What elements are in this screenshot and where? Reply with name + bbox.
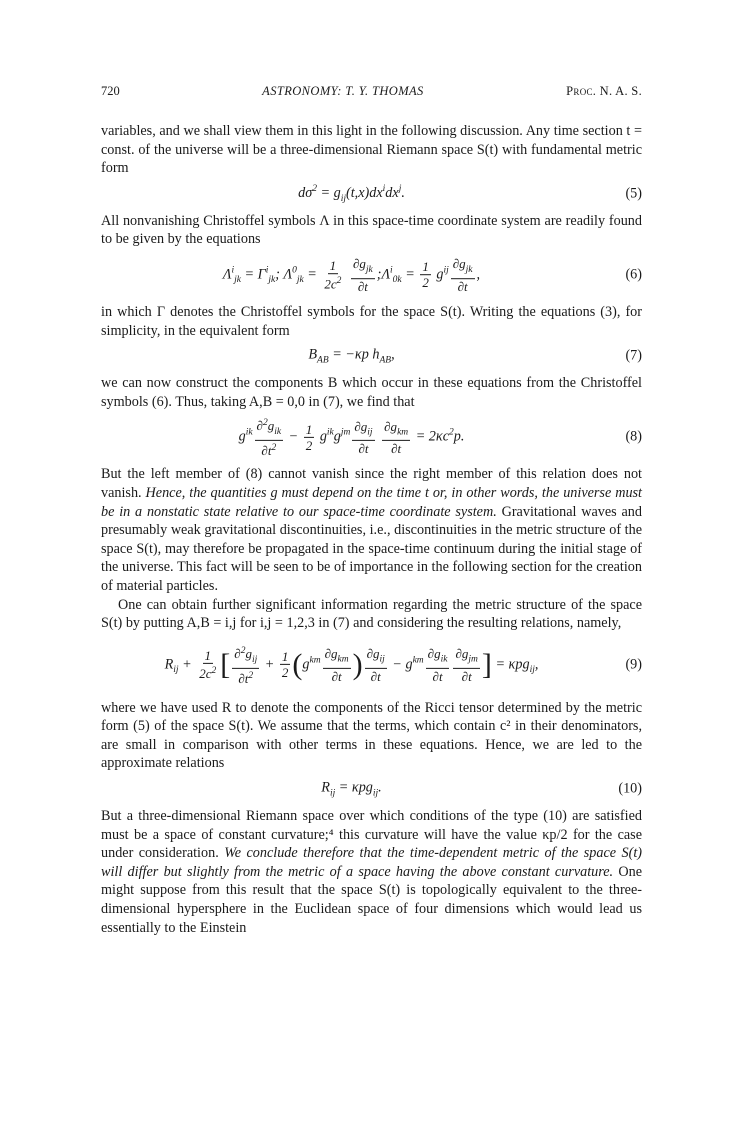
page-number: 720 <box>101 84 120 98</box>
running-header <box>101 84 642 106</box>
equation-10 <box>101 775 642 803</box>
equation-5-number: (5) <box>625 185 642 202</box>
equation-9 <box>101 639 642 691</box>
equation-6-number: (6) <box>625 266 642 283</box>
running-title: ASTRONOMY: T. Y. THOMAS <box>262 84 424 98</box>
paragraph-8 <box>101 807 642 937</box>
equation-9-expression: $R_{ij}$ + $\frac{1}{2c^2}$ [ $\frac{\partial^2g_{ij}}{\partial t^2}$ + $\frac{1}{2}$ ($g^{km}$ $\frac{\partial g_{km}}{\partial t}$ ) $\frac{\partial g_{ij}}{\partial t}$ − $g^{km}$ $\frac{\partial g_{ik}}{\partial t}$ $\frac{\partial g_{jm}}{\partial t}$ ] = κpg$_{ij}$, <box>164 645 539 686</box>
paragraph-5-emphasis: Hence, the quantities g must depend on the time t or, in other words, the universe must be in a nonstatic state relative to our space-time coordinate system. <box>101 484 642 520</box>
equation-8-number: (8) <box>625 428 642 445</box>
equation-9-number: (9) <box>625 656 642 673</box>
paragraph-5 <box>101 465 642 595</box>
paragraph-2: All nonvanishing Christoffel symbols Λ in this space-time coordinate system are readily found to be given by the equations <box>101 212 642 248</box>
equation-8-expression: $g^{ik}$ $\frac{\partial^2g_{ik}}{\partial t^2}$ − $\frac{1}{2}$ $g^{ik}g^{jm}$ $\frac{\partial g_{ij}}{\partial t}$ $\frac{\partial g_{km}}{\partial t}$ = $2\kappa c^2p$. <box>238 418 465 459</box>
paragraph-8-part-c: One might suppose from this result that the space S(t) is topologically equivalent to the three-dimensional hypersphere in the Euclidean space of four dimensions which would lead us essentially to the Einstein <box>101 863 643 936</box>
equation-10-expression: $R_{ij} = \kappa pg_{ij}$. <box>321 779 382 799</box>
paragraph-5-part-a: But the left member of (8) cannot vanish since the right member of this relation does not vanish. <box>101 466 642 501</box>
paragraph-3: in which Γ denotes the Christoffel symbols for the space S(t). Writing the equations (3), for simplicity, in the equivalent form <box>101 303 642 339</box>
paragraph-1: variables, and we shall view them in this light in the following discussion. Any time section t = const. of the universe will be a three-dimensional Riemann space S(t) with fundamental metric form <box>101 123 642 177</box>
paragraph-7: where we have used R to denote the components of the Ricci tensor determined by the metric form (5) of the space S(t). We assume that the terms, which contain c² in their denominators, are small in comparison with other terms in these equations. Hence, we are led to the approximate relations <box>101 699 642 772</box>
paragraph-6: One can obtain further significant information regarding the metric structure of the space S(t) by putting A,B = i,j for i,j = 1,2,3 in (7) and considering the resulting relations, namely, <box>101 596 642 632</box>
equation-6 <box>101 253 642 297</box>
journal-name: Proc. N. A. S. <box>566 84 642 98</box>
equation-5 <box>101 180 642 208</box>
equation-6-expression: $\Lambda^i_{jk} = \Gamma^i_{jk}$; $\Lambda^0_{jk}$ = $\frac{1}{2c^2}$ $\frac{\partial g_{jk}}{\partial t}$ $;\Lambda^i_{0k}$ = $\frac{1}{2}$ $g^{ij}$ $\frac{\partial g_{jk}}{\partial t}$ , <box>222 256 481 294</box>
equation-8 <box>101 415 642 459</box>
paragraph-8-emphasis: We conclude therefore that the time-dependent metric of the space S(t) will differ but slightly from the metric of a space having the above constant curvature. <box>101 845 643 880</box>
equation-7 <box>101 342 642 370</box>
equation-7-number: (7) <box>625 347 642 364</box>
article-page <box>101 84 642 937</box>
equation-7-expression: $B_{AB} = -\kappa p$ $h_{AB}$, <box>308 346 395 366</box>
equation-5-expression: $d\sigma^2 = g_{ij}(t,x)dx^idx^j$. <box>298 184 405 204</box>
equation-10-number: (10) <box>618 780 642 797</box>
paragraph-4: we can now construct the components B which occur in these equations from the Christoffel symbols (6). Thus, taking A,B = 0,0 in (7), we find that <box>101 375 642 410</box>
paragraph-8-part-a: But a three-dimensional Riemann space over which conditions of the type (10) are satisfied must be a space of constant curvature;⁴ this curvature will have the value κp/2 for the case under consideration. <box>101 808 642 862</box>
paragraph-5-part-c: Gravitational waves and presumably weak gravitational discontinuities, i.e., discontinuities in the metric structure of the space S(t), may therefore be propagated in the space-time continuum during the initial stage of the universe. This fact will be seen to be of importance in the following section for the creation of material particles. <box>101 503 642 594</box>
